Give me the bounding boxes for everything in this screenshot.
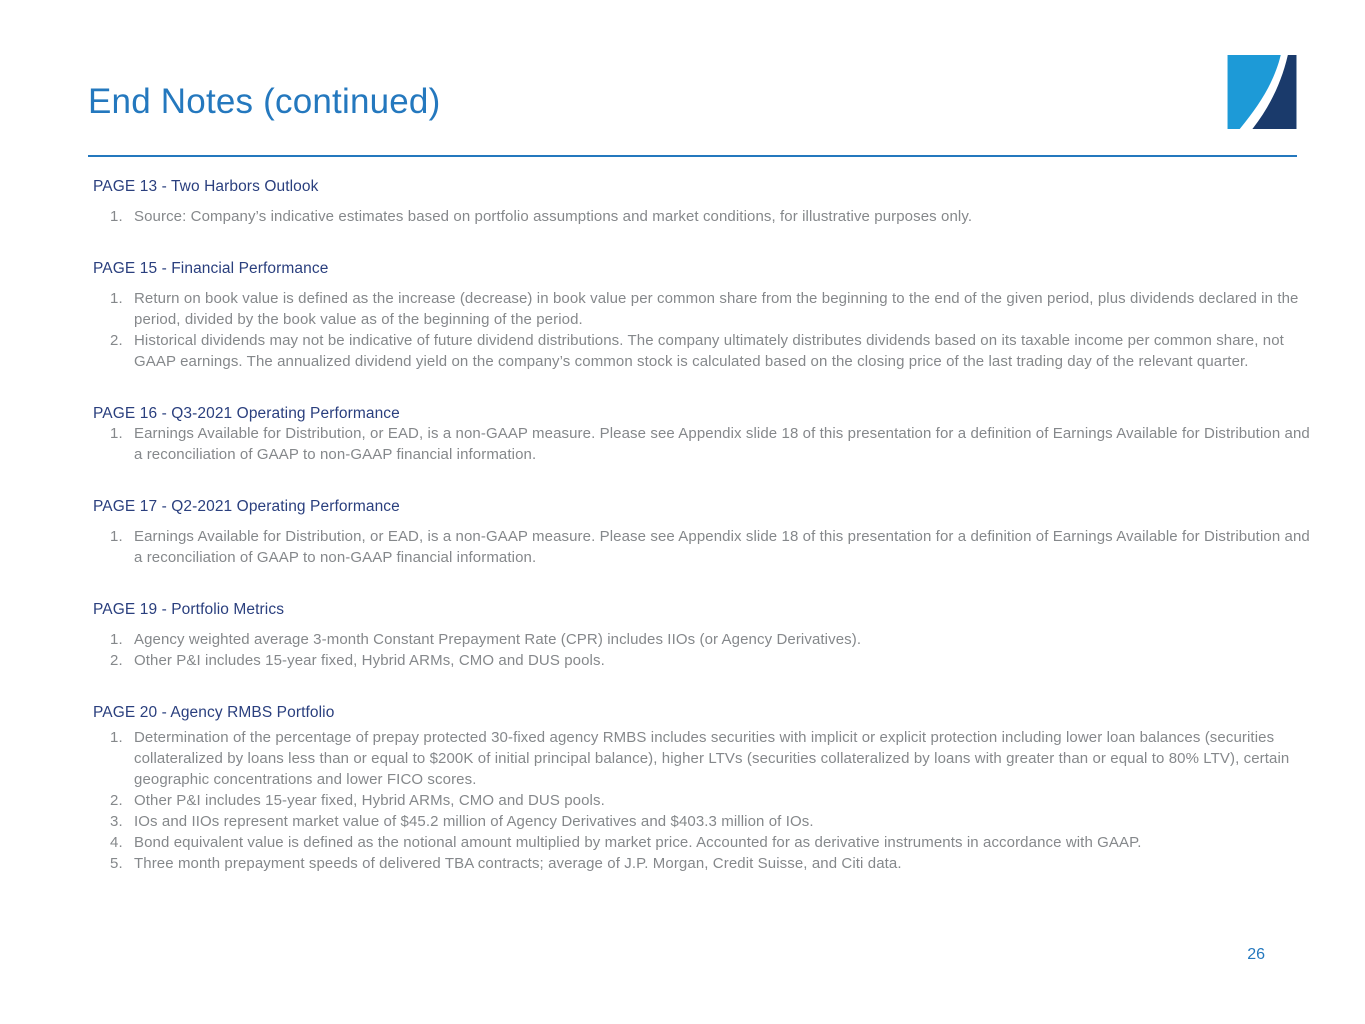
note-item: 1. Earnings Available for Distribution, or EAD, is a non-GAAP measure. Please see Appendix slide 18 of this presentation for a definition of Earnings Available for Distribution and a reconciliation of GAAP to non-GAAP financial information. [127, 423, 1310, 465]
section-heading: PAGE 16 - Q3-2021 Operating Performance [93, 405, 400, 422]
note-list [88, 423, 1310, 465]
section-heading: PAGE 20 - Agency RMBS Portfolio [93, 704, 335, 721]
page-number: 26 [1247, 946, 1265, 963]
note-list [88, 629, 1310, 671]
section-page-16 [88, 405, 1310, 465]
note-item: 4. Bond equivalent value is defined as the notional amount multiplied by market price. Accounted for as derivative instruments in accordance with GAAP. [127, 832, 1310, 853]
section-page-15 [88, 260, 1310, 372]
note-list [88, 206, 1310, 227]
note-item: 1. Agency weighted average 3-month Constant Prepayment Rate (CPR) includes IIOs (or Agency Derivatives). [127, 629, 1310, 650]
note-item: 1. Determination of the percentage of prepay protected 30-fixed agency RMBS includes securities with implicit or explicit protection including lower loan balances (securities collateralized by loans less than or equal to $200K of initial principal balance), higher LTVs (securities collateralized by loans with greater than or equal to 80% LTV), certain geographic concentrations and lower FICO scores. [127, 727, 1310, 790]
section-page-19 [88, 601, 1310, 671]
note-list [88, 526, 1310, 568]
page-title: End Notes (continued) [88, 82, 441, 121]
slide-header [0, 0, 1365, 157]
section-page-17 [88, 498, 1310, 568]
note-item: 2. Historical dividends may not be indicative of future dividend distributions. The company ultimately distributes dividends based on its taxable income per common share, not GAAP earnings. The annualized dividend yield on the company’s common stock is calculated based on the closing price of the last trading day of the relevant quarter. [127, 330, 1310, 372]
two-harbors-logo-icon [1227, 55, 1297, 129]
note-item: 2. Other P&I includes 15-year fixed, Hybrid ARMs, CMO and DUS pools. [127, 650, 1310, 671]
section-heading: PAGE 19 - Portfolio Metrics [93, 601, 285, 618]
note-item: 1. Return on book value is defined as the increase (decrease) in book value per common share from the beginning to the end of the given period, plus dividends declared in the period, divided by the book value as of the beginning of the period. [127, 288, 1310, 330]
section-heading: PAGE 17 - Q2-2021 Operating Performance [93, 498, 400, 515]
note-item: 1. Source: Company’s indicative estimates based on portfolio assumptions and market conditions, for illustrative purposes only. [127, 206, 1310, 227]
section-heading: PAGE 15 - Financial Performance [93, 260, 329, 277]
section-page-20 [88, 704, 1310, 874]
note-list [88, 288, 1310, 372]
note-item: 3. IOs and IIOs represent market value of $45.2 million of Agency Derivatives and $403.3 million of IOs. [127, 811, 1310, 832]
note-item: 1. Earnings Available for Distribution, or EAD, is a non-GAAP measure. Please see Appendix slide 18 of this presentation for a definition of Earnings Available for Distribution and a reconciliation of GAAP to non-GAAP financial information. [127, 526, 1310, 568]
section-heading: PAGE 13 - Two Harbors Outlook [93, 178, 319, 195]
section-page-13 [88, 178, 1310, 227]
title-divider [88, 155, 1297, 157]
end-notes-content [88, 178, 1310, 907]
note-item: 5. Three month prepayment speeds of delivered TBA contracts; average of J.P. Morgan, Credit Suisse, and Citi data. [127, 853, 1310, 874]
note-list [88, 727, 1310, 874]
note-item: 2. Other P&I includes 15-year fixed, Hybrid ARMs, CMO and DUS pools. [127, 790, 1310, 811]
